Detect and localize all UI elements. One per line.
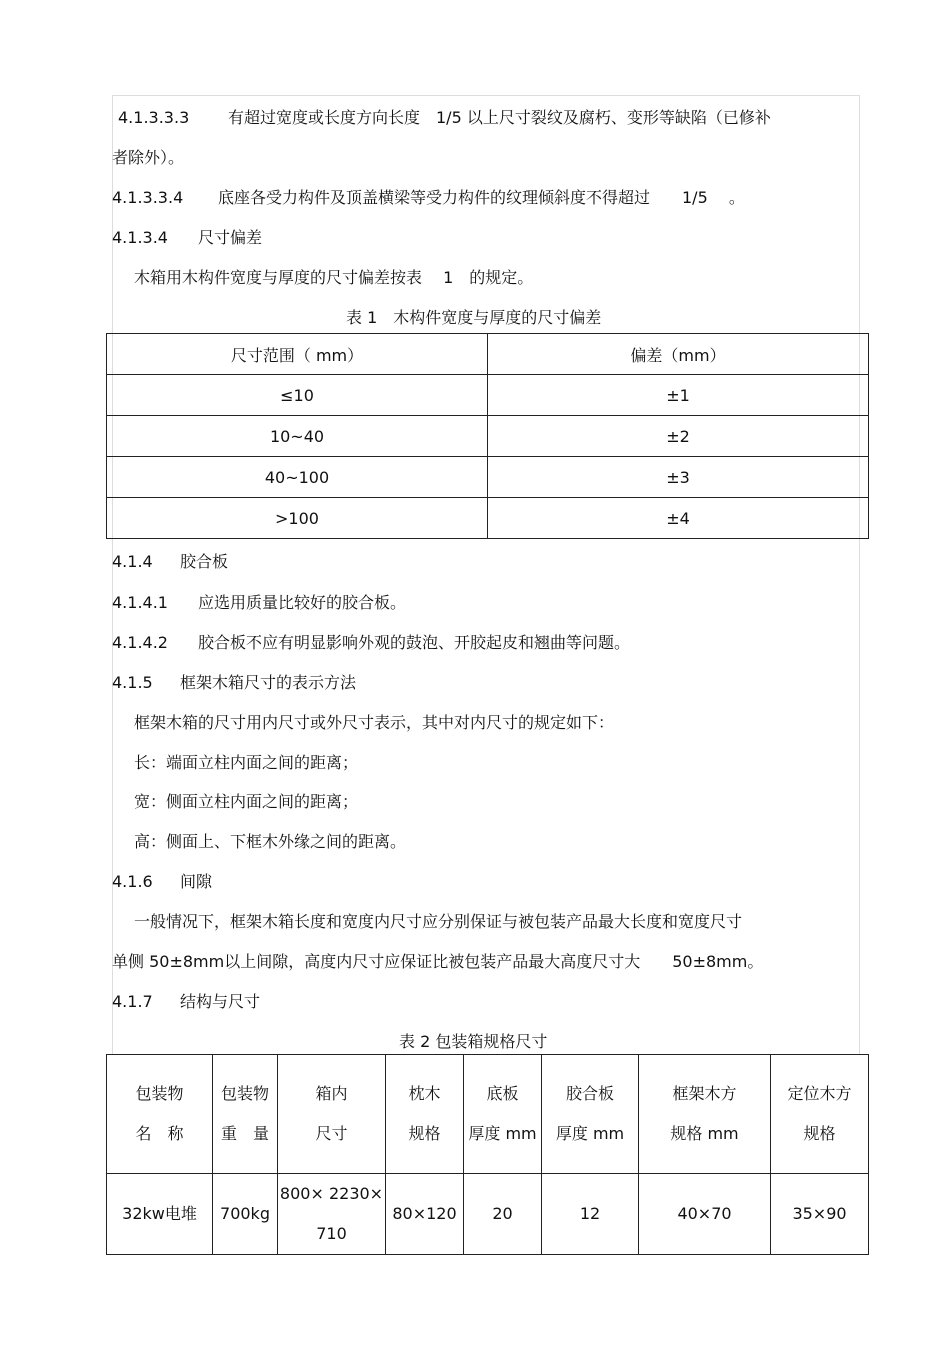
header-line: 厚度 mm (555, 1124, 625, 1143)
paragraph-text: 一般情况下，框架木箱长度和宽度内尺寸应分别保证与被包装产品最大长度和宽度尺寸 (134, 912, 743, 931)
clause-number: 4.1.4 (112, 552, 153, 571)
table2-header-cell (107, 1055, 213, 1174)
header-line: 框架木方 (672, 1084, 737, 1103)
table2-cell: 35×90 (771, 1174, 869, 1255)
heading-4-1-7 (112, 992, 260, 1012)
clause-number: 4.1.5 (112, 673, 153, 692)
header-line: 规格 (803, 1124, 836, 1143)
clause-number: 4.1.3.4 (112, 228, 168, 247)
header-line: 箱内 (315, 1084, 348, 1103)
paragraph-height-definition (134, 832, 406, 852)
table1-cell: 10~40 (107, 416, 488, 457)
header-line: 包装物 (220, 1084, 269, 1103)
paragraph-width-definition (134, 792, 358, 812)
paragraph-text: 胶合板不应有明显影响外观的鼓泡、开胶起皮和翘曲等问题。 (198, 633, 631, 652)
heading-text: 结构与尺寸 (180, 992, 261, 1011)
table2-caption: 表 2 包装箱规格尺寸 (399, 1032, 548, 1051)
table2-header-cell (639, 1055, 771, 1174)
paragraph-4-1-4-2 (112, 633, 630, 653)
table2-cell: 40×70 (639, 1174, 771, 1255)
table2-cell: 32kw电堆 (107, 1174, 213, 1255)
table2-header-cell (464, 1055, 542, 1174)
header-line: 规格 mm (670, 1124, 739, 1143)
paragraph-text: 宽：侧面立柱内面之间的距离； (134, 792, 359, 811)
heading-4-1-6 (112, 872, 212, 892)
table2-cell: 12 (542, 1174, 639, 1255)
header-line: 名 称 (135, 1124, 184, 1143)
table1-row (107, 457, 869, 498)
paragraph-text: 者除外）。 (112, 148, 185, 167)
table1-header-cell: 偏差（mm） (488, 334, 869, 375)
page-frame-top (112, 95, 860, 96)
table2-header-row (107, 1055, 869, 1174)
paragraph-clearance (134, 912, 742, 932)
table2-header-cell (213, 1055, 278, 1174)
paragraph-text: 单侧 50±8mm以上间隙，高度内尺寸应保证比被包装产品最大高度尺寸大 50±8mm。 (112, 952, 764, 971)
paragraph-text: 应选用质量比较好的胶合板。 (198, 593, 407, 612)
paragraph-size-method (134, 713, 614, 733)
table1-row (107, 416, 869, 457)
table2-header-cell (771, 1055, 869, 1174)
heading-text: 框架木箱尺寸的表示方法 (180, 673, 357, 692)
paragraph-length-definition (134, 753, 358, 773)
heading-text: 间隙 (180, 872, 213, 891)
paragraph-4-1-4-1 (112, 593, 406, 613)
heading-4-1-4 (112, 552, 228, 572)
header-line: 尺寸 (315, 1124, 348, 1143)
table1-cell: ±1 (488, 375, 869, 416)
clause-number: 4.1.3.3.4 (112, 188, 184, 207)
table1-header-cell: 尺寸范围（ mm） (107, 334, 488, 375)
table1-row (107, 498, 869, 539)
header-line: 厚度 mm (468, 1124, 537, 1143)
paragraph-text: 有超过宽度或长度方向长度 1/5 以上尺寸裂纹及腐朽、变形等缺陷（已修补 (228, 108, 771, 127)
heading-4-1-3-4 (112, 228, 262, 248)
heading-4-1-5 (112, 673, 356, 693)
paragraph-table1-reference (134, 268, 533, 288)
heading-text: 尺寸偏差 (198, 228, 263, 247)
table2-cell: 80×120 (386, 1174, 464, 1255)
table1-cell: ≤10 (107, 375, 488, 416)
header-line: 定位木方 (787, 1084, 852, 1103)
table2-row (107, 1174, 869, 1255)
header-line: 底板 (486, 1084, 519, 1103)
table2-cell: 800× 2230× 710 (278, 1174, 386, 1255)
header-line: 枕木 (408, 1084, 441, 1103)
clause-number: 4.1.4.1 (112, 593, 168, 612)
paragraph-text: 底座各受力构件及顶盖横梁等受力构件的纹理倾斜度不得超过 1/5 。 (218, 188, 745, 207)
paragraph-text: 长：端面立柱内面之间的距离； (134, 753, 359, 772)
paragraph-continuation (112, 148, 184, 168)
table1-cell: >100 (107, 498, 488, 539)
paragraph-text: 木箱用木构件宽度与厚度的尺寸偏差按表 1 的规定。 (134, 268, 534, 287)
paragraph-text: 高：侧面上、下框木外缘之间的距离。 (134, 832, 407, 851)
table1-caption: 表 1 木构件宽度与厚度的尺寸偏差 (346, 308, 602, 327)
heading-text: 胶合板 (180, 552, 229, 571)
table2-cell: 700kg (213, 1174, 278, 1255)
table1-cell: ±4 (488, 498, 869, 539)
header-line: 重 量 (220, 1124, 269, 1143)
table2-cell: 20 (464, 1174, 542, 1255)
table1-row (107, 375, 869, 416)
header-line: 规格 (408, 1124, 441, 1143)
table2-header-cell (386, 1055, 464, 1174)
table1-header-row (107, 334, 869, 375)
paragraph-text: 框架木箱的尺寸用内尺寸或外尺寸表示，其中对内尺寸的规定如下： (134, 713, 615, 732)
clause-number: 4.1.3.3.3 (118, 108, 190, 127)
table1-cell: ±2 (488, 416, 869, 457)
header-line: 胶合板 (565, 1084, 614, 1103)
clause-number: 4.1.4.2 (112, 633, 168, 652)
table1-cell: 40~100 (107, 457, 488, 498)
paragraph-clearance-continuation (112, 952, 763, 972)
table2 (106, 1054, 869, 1255)
table1-cell: ±3 (488, 457, 869, 498)
clause-number: 4.1.7 (112, 992, 153, 1011)
table2-header-cell (278, 1055, 386, 1174)
clause-number: 4.1.6 (112, 872, 153, 891)
table2-header-cell (542, 1055, 639, 1174)
page-frame-right (859, 95, 860, 1055)
table1 (106, 333, 869, 539)
header-line: 包装物 (135, 1084, 184, 1103)
paragraph-4-1-3-3-3 (118, 108, 771, 128)
paragraph-4-1-3-3-4 (112, 188, 745, 208)
